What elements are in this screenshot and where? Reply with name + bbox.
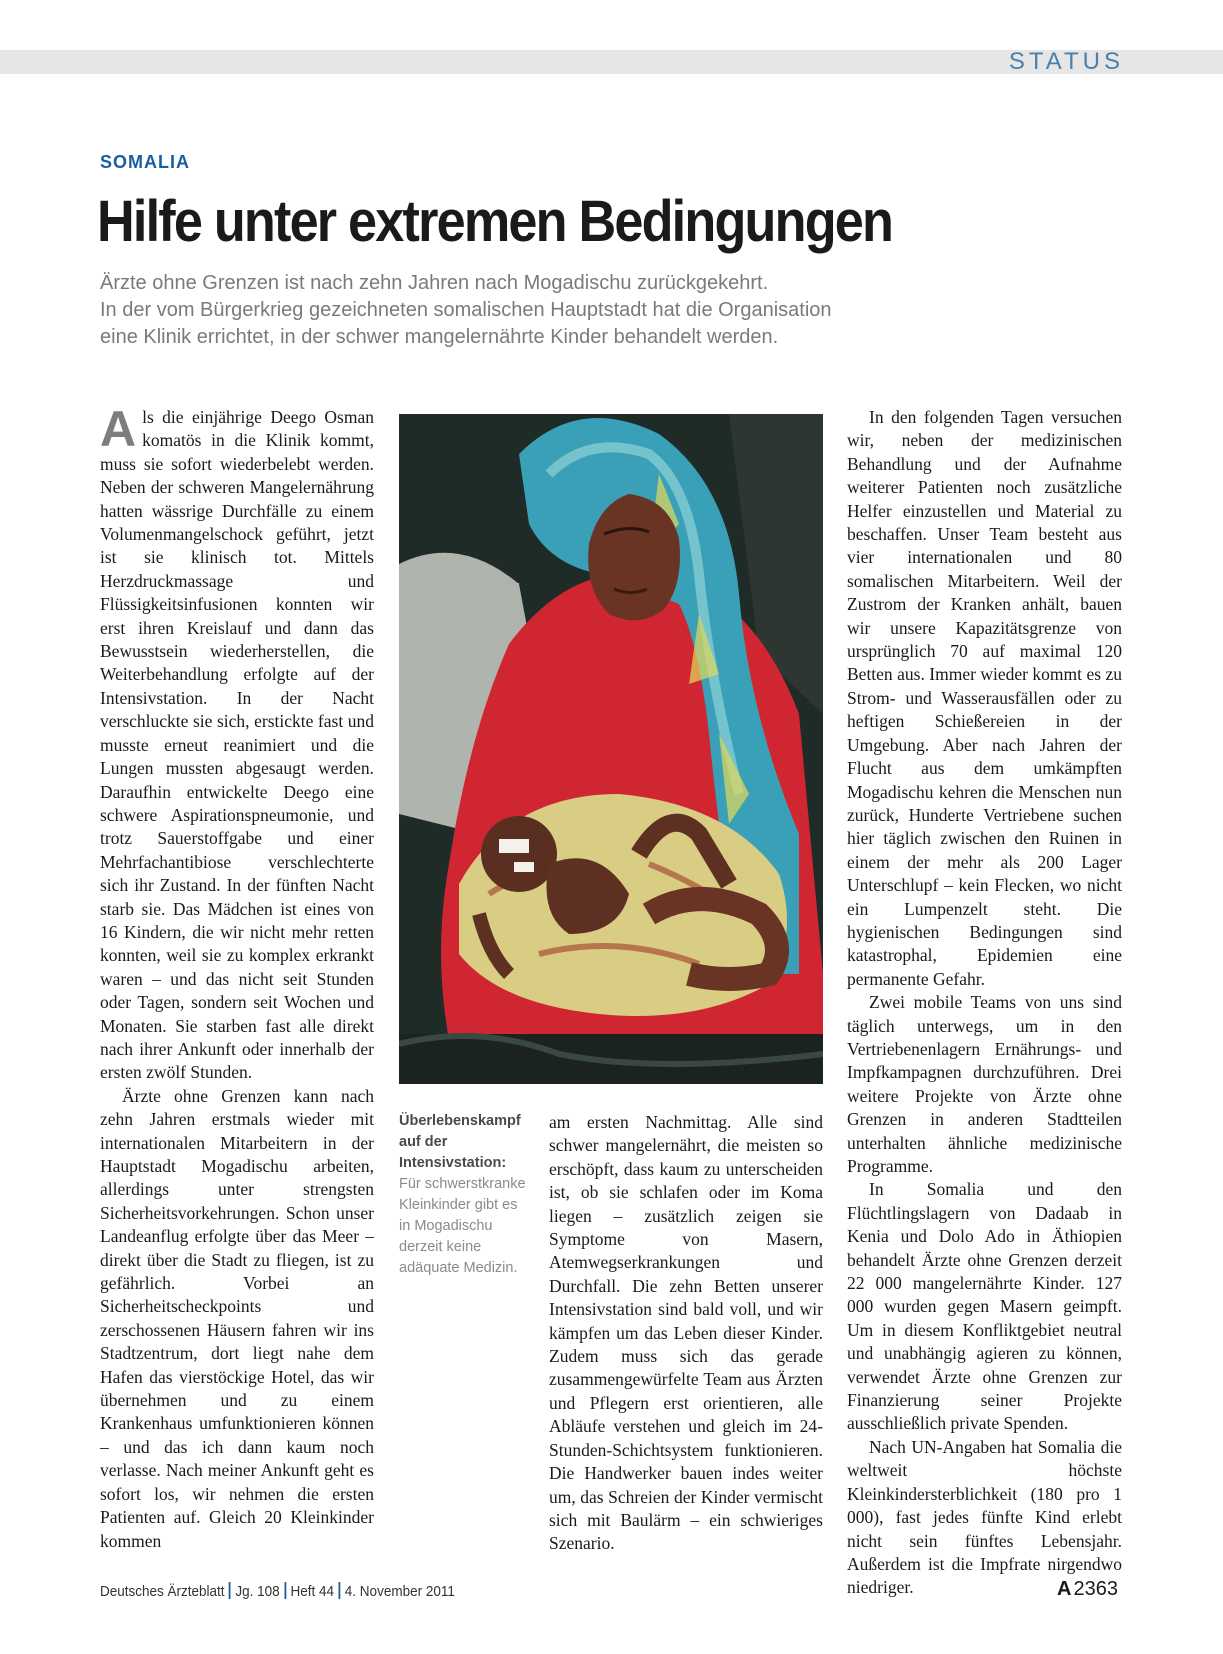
paragraph	[100, 401, 374, 1085]
caption-title: Überlebenskampf auf der Intensivstation:	[399, 1113, 521, 1171]
issue-date: 4. November 2011	[344, 1583, 455, 1600]
page-number-value: 2363	[1073, 1578, 1118, 1600]
paragraph: In Somalia und den Flüchtlingslagern von Dadaab in Kenia und Dolo Ado in Äthiopien behandelt Ärzte ohne Grenzen derzeit 22 000 mangelernährte Kinder. 127 000 wurden gegen Masern geimpft. Um in diesem Konfliktgebiet neutral und unabhängig agieren zu können, verwendet Ärzte ohne Grenzen zur Finanzierung seiner Projekte ausschließlich private Spenden.	[847, 1179, 1122, 1434]
lead-line: eine Klinik errichtet, in der schwer mangelernährte Kinder behandelt werden.	[100, 326, 779, 348]
paragraph: In den folgenden Tagen versuchen wir, neben der medizinischen Behandlung und der Aufnahme weiterer Patienten noch zusätzliche Helfer einzustellen und Material zu beschaffen. Unser Team besteht aus vier internationalen und 80 somalischen Mitarbeitern. Weil der Zustrom der Kranken anhält, bauen wir unsere Kapazitätsgrenze von ursprünglich 70 auf maximal 120 Betten aus. Immer wieder kommt es zu Strom- und Wasserausfällen oder zu heftigen Schießereien in der Umgebung. Aber nach Jahren der Flucht aus dem umkämpften Mogadischu kehren die Menschen nun zurück, Hunderte Vertriebene suchen hier täglich zwischen den Ruinen in einem der mehr als 200 Lager Unterschlupf – kein Flecken, wo nicht ein Lumpenzelt steht. Die hygienischen Bedingungen sind katastrophal, Epidemien eine permanente Gefahr.	[847, 407, 1122, 989]
body-column-1	[100, 401, 374, 1553]
article-photo	[399, 414, 823, 1084]
paragraph: Ärzte ohne Grenzen kann nach zehn Jahren erstmals wieder mit internationalen Mitarbeitern in der Hauptstadt Mogadischu arbeiten, allerdings unter strengsten Sicherheitsvorkehrungen. Schon unser Landeanflug erfolgte über das Meer – direkt über die Stadt zu fliegen, ist zu gefährlich. Vorbei an Sicherheitscheckpoints und zerschossenen Häusern fahren wir ins Stadtzentrum, dort liegt nahe dem Hafen das vierstöckige Hotel, das wir übernehmen und zu einem Krankenhaus umfunktionieren können – und das ich dann kaum noch verlasse. Nach meiner Ankunft geht es sofort los, wir nehmen die ersten Patienten auf. Gleich 20 Kleinkinder kommen	[100, 1085, 374, 1551]
article-lead	[100, 270, 1000, 351]
article-kicker: SOMALIA	[100, 152, 190, 172]
lead-line: In der vom Bürgerkrieg gezeichneten somalischen Hauptstadt hat die Organisation	[100, 299, 832, 321]
photo-caption	[399, 1111, 531, 1279]
article-headline: Hilfe unter extremen Bedingungen	[97, 189, 893, 254]
body-column-2	[549, 1111, 823, 1556]
paragraph: am ersten Nachmittag. Alle sind schwer mangelernährt, die meisten so erschöpft, dass kaum zu unterscheiden ist, ob sie schlafen oder im Koma liegen – zusätzlich zeigen sie Symptome von Masern, Atemwegserkrankungen und Durchfall. Die zehn Betten unserer Intensivstation sind bald voll, und wir kämpfen um das Leben dieser Kinder. Zudem muss sich das gerade zusammengewürfelte Team aus Ärzten und Pflegern erst orientieren, alle Abläufe verstehen und gleich im 24-Stunden-Schichtsystem funktionieren. Die Handwerker bauen indes weiter um, das Schreien der Kinder vermischt sich mit Baulärm – ein schwieriges Szenario.	[549, 1112, 823, 1554]
page-number	[1057, 1578, 1118, 1601]
paragraph: Nach UN-Angaben hat Somalia die weltweit höchste Kleinkindersterblichkeit (180 pro 1 000), fast jedes fünfte Kind erlebt nicht sein fünftes Lebensjahr. Außerdem ist die Impfrate nirgendwo niedriger.	[847, 1436, 1122, 1598]
body-column-3	[847, 406, 1122, 1600]
section-label: STATUS	[1008, 48, 1124, 75]
journal-name: Deutsches Ärzteblatt	[100, 1583, 225, 1600]
page-footer	[100, 1582, 455, 1600]
journal-issue: Heft 44	[290, 1583, 334, 1600]
footer-separator	[229, 1582, 231, 1599]
paragraph: Zwei mobile Teams von uns sind täglich unterwegs, um in den Vertriebenenlagern Ernährungs- und Impfkampagnen durchzuführen. Drei weitere Projekte von Ärzte ohne Grenzen in anderen Stadtteilen unterhalten ähnliche medizinische Programme.	[847, 992, 1122, 1176]
page-prefix: A	[1057, 1578, 1072, 1600]
lead-line: Ärzte ohne Grenzen ist nach zehn Jahren nach Mogadischu zurückgekehrt.	[100, 272, 769, 294]
mother-child-photo	[399, 414, 823, 1084]
caption-text: Für schwerstkranke Kleinkinder gibt es in Mogadischu derzeit keine adäquate Medizin.	[399, 1176, 526, 1276]
paragraph-text: ls die einjährige Deego Osman komatös in die Klinik kommt, muss sie sofort wiederbelebt werden. Neben der schweren Mangelernährung hatten wässrige Durchfälle zu einem Volumenmangelschock geführt, jetzt ist sie klinisch tot. Mittels Herzdruckmassage und Flüssigkeitsinfusionen konnten wir erst ihren Kreislauf und dann das Bewusstsein wiederherstellen, die Weiterbehandlung erfolgte auf der Intensivstation. In der Nacht verschluckte sie sich, erstickte fast und musste erneut reanimiert und die Lungen mussten abgesaugt werden. Daraufhin entwickelte Deego eine schwere Aspirationspneumonie, und trotz Sauerstoffgabe und einer Mehrfachantibiose verschlechterte sich ihr Zustand. In der fünften Nacht starb sie. Das Mädchen ist eines von 16 Kindern, die wir nicht mehr retten konnten, weil sie zu komplex erkrankt waren – und das nicht seit Stunden oder Tagen, sondern seit Wochen und Monaten. Sie starben fast alle direkt nach ihrer Ankunft oder innerhalb der ersten zwölf Stunden.	[100, 407, 374, 1083]
journal-volume: Jg. 108	[235, 1583, 280, 1600]
footer-separator	[339, 1582, 341, 1599]
footer-separator	[284, 1582, 286, 1599]
drop-cap: A	[100, 401, 137, 457]
